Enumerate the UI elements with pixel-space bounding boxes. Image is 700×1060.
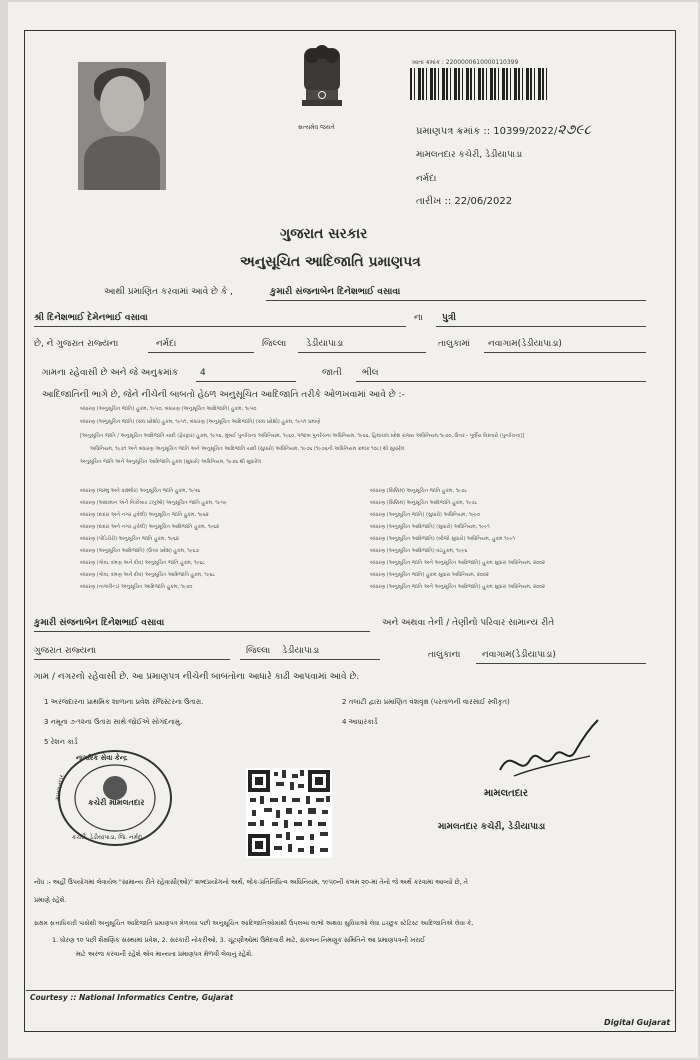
basis-item: 2 તલાટી દ્વારા પ્રમાણિત વંશવૃક્ષ (પરતાળની વારસાઈ સ્વીકૃત) [342, 698, 510, 706]
order-left: બંધારણ (પોંડિચેરી) અનુસૂચિત જાતિ હુકમ, ૧૯૬૪ [80, 536, 180, 542]
applicant-photo [78, 62, 166, 190]
relation: પુત્રી [442, 313, 456, 323]
barcode [410, 68, 550, 100]
district-label: જિલ્લા [262, 339, 287, 349]
note-line: માટે અરજ કરવાની રહેશે એવ માન્યતા પ્રમાણપત્ર મેળવી લેવાનું રહેશે. [76, 950, 254, 958]
office-name: મામલતદાર કચેરી, ડેડીયાપાડા [416, 150, 523, 160]
basis-item: 5 રેશન કાર્ડ [44, 738, 78, 746]
note-line: પ્રમાણે રહેશે. [34, 896, 67, 904]
district-label-2: જિલ્લા [246, 646, 271, 656]
district-value-2: ડેડીયાપાડા [282, 646, 320, 656]
caste-value: ભીલ [362, 368, 379, 378]
order-line: [અનુસૂચિત જાતિ / અનુસૂચિત આદિજાતિ યાદી (ફેરફાર) હુકમ, ૧૯૫૬, મુંબઈ પુનર્રચના અધિનિયમ, ૧૯૬૦, પંજાબ પુનર્રચના અધિનિયમ, ૧૯૬૬, હિમાચલ પ્રદેશ રાજ્ય અધિનિયમ,૧૯૭૦, ઉત્તર - પૂર્વીય વિસ્તારો (પુનર્રચના)] [80, 433, 525, 439]
intro-text: આથી પ્રમાણિત કરવામાં આવે છે કે , [104, 287, 233, 297]
order-left: બંધારણ (ગોવા, દમણ અને દીવ) અનુસૂચિત જાતિ હુકમ, ૧૯૬૮ [80, 560, 205, 566]
basis-item: 1 અરજદારના પ્રાથમિક શાળાના પ્રવેશ રજિસ્ટરના ઉતારા. [44, 698, 204, 706]
caste-label: જાતી [322, 368, 342, 378]
order-right: બંધારણ (અનુસૂચિત આદિજાતિ) વટહુકમ, ૧૯૯૬ [370, 548, 468, 554]
order-left: બંધારણ (દાદરા અને નગર હવેલી) અનુસૂચિત આદિજાતિ હુકમ, ૧૯૬૨ [80, 524, 220, 530]
applicant-name: કુમારી સંજનાબેન દિનેશભાઈ વસાવા [270, 287, 401, 297]
order-right: બંધારણ (અનુસૂચિત આદિજાતિ) (સુધારો) અધિનિયમ, ૧૯૯૧ [370, 524, 490, 530]
order-right: બંધારણ (અનુસૂચિત જાતિ) હુકમ સુધારા અધિનિયમ, ૨૦૦૨ [370, 572, 489, 578]
serial-prefix: ગામના રહેવાસી છે અને જે અનુક્રમાંક [42, 368, 179, 378]
government-title: ગુજરાત સરકાર [280, 226, 368, 242]
order-left: બંધારણ (આંદામાન અને નિકોબાર ટાપુઓ) અનુસૂચિત જાતિ હુકમ, ૧૯૫૯ [80, 500, 227, 506]
certificate-date: તારીખ :: 22/06/2022 [416, 196, 513, 207]
footer-brand: Digital Gujarat [604, 1018, 671, 1027]
order-right: બંધારણ (અનુસૂચિત જાતિ અને અનુસૂચિત આદિજાતિ) હુકમ સુધારા અધિનિયમ, ૨૦૦૨ [370, 560, 545, 566]
barcode-number: ખાતા ક્રમાંક : 2200000610000110399 [412, 59, 519, 66]
para2-text: આદિજાતિની ભાગે છે, જેને નીચેની બાબતો હેઠળ અનુસૂચિત આદિજાતિ તરીકે ઓળખવામાં આવે છે :- [42, 390, 405, 400]
state-name: ગુજરાત રાજ્યના [34, 646, 97, 656]
seal-text-left: મામલતદાર [54, 774, 66, 802]
taluka-label: તાલુકામાં [438, 339, 471, 349]
serial-value: 4 [200, 368, 206, 378]
applicant-name-repeat: કુમારી સંજનાબેન દિનેશભાઈ વસાવા [34, 618, 165, 628]
signature-icon [494, 716, 604, 786]
order-right: બંધારણ (અનુસૂચિત જાતિ) (સુધારો) અધિનિયમ, ૧૯૯૦ [370, 512, 481, 518]
note-line: 1. ધોરણ ૧૦ પછી શૈક્ષણિક સંસ્થામાં પ્રવેશ, 2. સરકારી નોકરીઓ, 3. ચૂંટણીઓમાં ઉમેદવારી માટે, સંકલન નિમણૂક સમિતિને આ પ્રમાણપત્રની ખરાઈ [52, 936, 426, 944]
order-line: બંધારણ (અનુસૂચિત જાતિ) હુકમ, ૧૯૫૦, બંધારણ (અનુસૂચિત આદિજાતિ) હુકમ, ૧૯૫૦ [80, 406, 257, 412]
state-emblem-icon [294, 42, 350, 132]
emblem-caption: સત્યમેવ જયતે [298, 124, 335, 131]
order-left: બંધારણ (નાગાલેન્ડ) અનુસૂચિત આદિજાતિ હુકમ, ૧૯૭૦ [80, 584, 193, 590]
order-left: બંધારણ (અનુસૂચિત આદિજાતિ) (ઉત્તર પ્રદેશ) હુકમ, ૧૯૬૭ [80, 548, 199, 554]
seal-text-center: કચેરી મામલતદાર [88, 798, 145, 807]
certificate-title: અનુસૂચિત આદિજાતિ પ્રમાણપત્ર [240, 254, 421, 270]
qr-code [246, 768, 332, 858]
residence-line: ગામ / નગરનો રહેવાસી છે. આ પ્રમાણપત્ર નીચેની બાબતોના આધારે કાઢી આપવામાં આવે છે. [34, 672, 360, 682]
order-line: બંધારણ (અનુસૂચિત જાતિ) (સંઘ પ્રદેશો) હુકમ, ૧૯૫૧, બંધારણ (અનુસૂચિત આદિજાતિ) (સંઘ પ્રદેશો) હુકમ, ૧૯૫૧ પ્રમાણે [80, 419, 321, 425]
state-prefix: છે, ને ગુજરાત રાજ્યના [34, 339, 119, 349]
order-line: અનુસૂચિત જાતિ અને અનુસૂચિત આદિજાતિ હુકમ (સુધારો) અધિનિયમ, ૧૯૭૬ થી સુધારેલ [80, 459, 262, 465]
courtesy-text: Courtesy :: National Informatics Centre, Gujarat [30, 993, 234, 1002]
basis-item: 4 આધારકાર્ડ [342, 718, 378, 726]
order-right: બંધારણ (અનુસૂચિત આદિજાતિ) (બીજો સુધારો) અધિનિયમ, હુકમ ૧૯૯૧ [370, 536, 515, 542]
district2-value: ડેડીયાપાડા [306, 339, 344, 349]
order-left: બંધારણ (દાદરા અને નગર હવેલી) અનુસૂચિત જાતિ હુકમ, ૧૯૬૨ [80, 512, 209, 518]
order-line: અધિનિયમ, ૧૯૭૧ અને બંધારણ અનુસૂચિત જાતિ અને અનુસૂચિત આદિજાતિ યાદી (સુધારો) અધિનિયમ, ૧૯૭૬ (૧૯૭૬ની અધિનિયમ ક્રમાંક ૧૦૮) થી સુધારેલ [90, 446, 405, 452]
certificate-number-handwritten: ૨૭૯૮ [557, 122, 592, 138]
relation-suffix: ના [414, 313, 423, 323]
seal-text-bottom: કચેરી, ડેડીયાપાડા, જિ. નર્મદા [72, 834, 143, 841]
residence-suffix: અને અથવા તેની / તેણીનો પરિવાર સામાન્ય રીતે [382, 618, 555, 628]
signature-office: મામલતદાર કચેરી, ડેડીયાપાડા [438, 822, 546, 832]
order-right: બંધારણ (અનુસૂચિત જાતિ અને અનુસૂચિત આદિજાતિ) હુકમ સુધારા અધિનિયમ, ૨૦૦૨ [370, 584, 545, 590]
order-right: બંધારણ (સિક્કિમ) અનુસૂચિત આદિજાતિ હુકમ, ૧૯૭૮ [370, 500, 478, 506]
order-left: બંધારણ (ગોવા, દમણ અને દીવ) અનુસૂચિત આદિજાતિ હુકમ, ૧૯૬૮ [80, 572, 216, 578]
seal-text-top: નાગરિક સેવા કેન્દ્ર [76, 754, 128, 762]
signature-title: મામલતદાર [484, 788, 528, 799]
basis-item: 3 નમૂના ૭-૧૨ના ઉતારા સાથે જોઈએ સોગંદનામું. [44, 718, 183, 726]
taluka-value-2: નવાગામ(ડેડીયાપાડા) [482, 650, 556, 660]
taluka-label-2: તાલુકાના [428, 650, 461, 660]
note-line: નોંધ :- અહીં ઉપયોગમાં લેવાયેલ "સામાન્ય રીતે રહેવાસી(ઓ)" શબ્દપ્રયોગનો અર્થ, લોક-પ્રતિનિધિત્વ અધિનિયમ, ૧૯૫૦ની કલમ ૨૦-માં તેનો જે અર્થ કરવામાં આવ્યો છે, તે [34, 878, 468, 886]
certificate-number: પ્રમાણપત્ર ક્રમાંક :: 10399/2022/૨૭૯૮ [416, 122, 592, 138]
note-line: સક્ષમ સત્તાધિકારી પાસેથી અનુસૂચિત આદિજાતિ પ્રમાણપત્ર મેળવ્યા પછી અનુસૂચિત આદિજાતિઓમાંથી ઉપલબ્ધ લાભો અથવા સુવિધાઓ લેવા ઇચ્છુક સ્ટેટિસ્ટ આદિજાતિએ લેવા કે, [34, 920, 474, 927]
order-left: બંધારણ (જમ્મુ અને કાશ્મીર) અનુસૂચિત જાતિ હુકમ, ૧૯૫૬ [80, 488, 201, 494]
district-top: નર્મદા [416, 174, 437, 184]
order-right: બંધારણ (સિક્કિમ) અનુસૂચિત જાતિ હુકમ, ૧૯૭૮ [370, 488, 468, 494]
taluka-value: નવાગામ(ડેડીયાપાડા) [488, 339, 562, 349]
district-value: નર્મદા [156, 339, 177, 349]
father-name: શ્રી દિનેશભાઈ દેમેનભાઈ વસાવા [34, 313, 148, 323]
